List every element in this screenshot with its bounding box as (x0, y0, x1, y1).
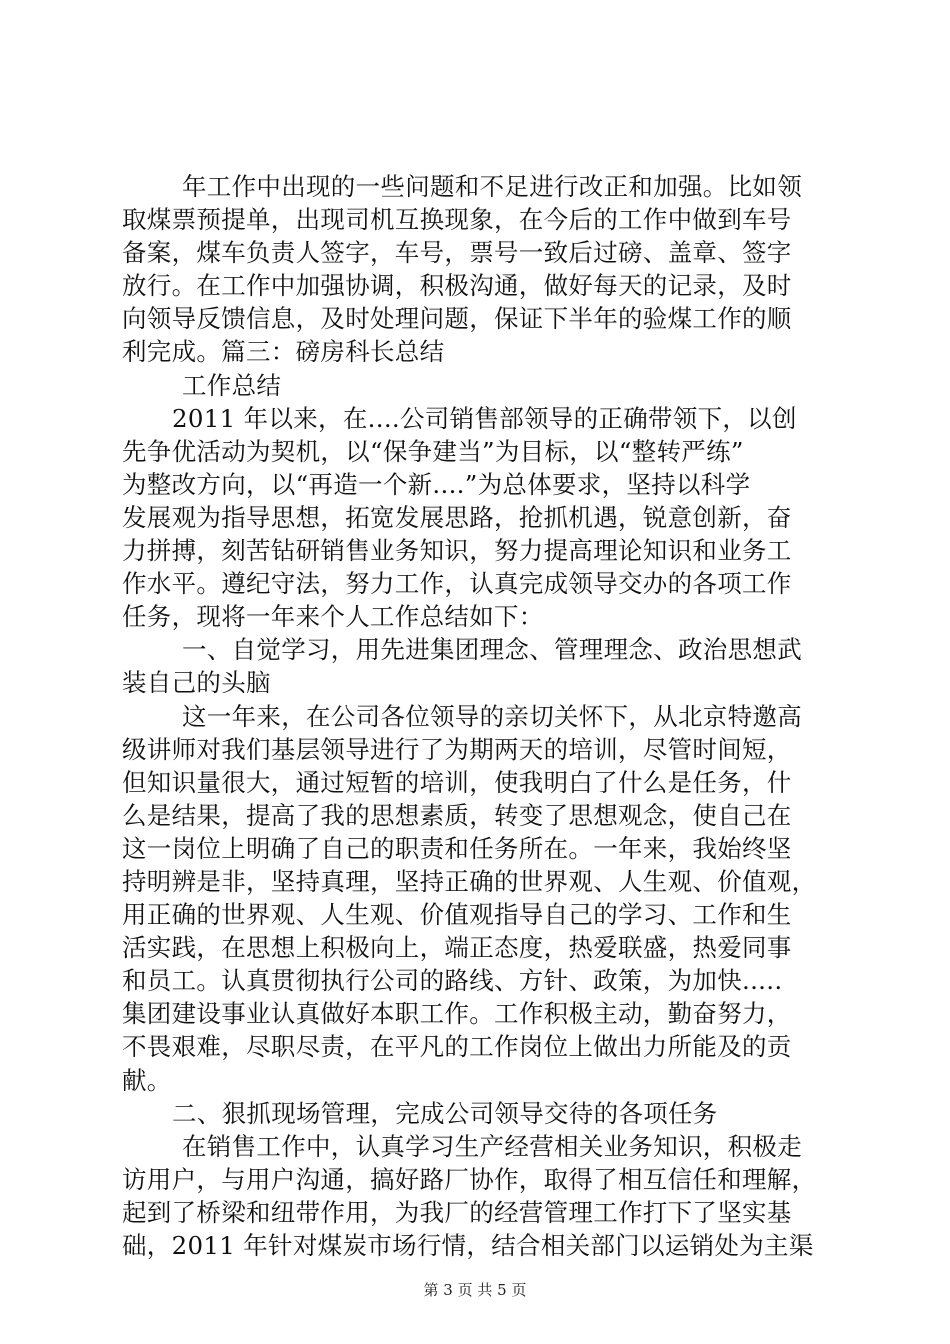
text-line: 年工作中出现的一些问题和不足进行改正和加强。比如领 (182, 172, 802, 201)
text-line: 备案，煤车负责人签字，车号，票号一致后过磅、盖章、签字 (122, 238, 792, 268)
text-line: 础，2011 年针对煤炭市场行情，结合相关部门以运销处为主渠 (122, 1231, 814, 1260)
text-line: 访用户，与用户沟通，搞好路厂协作，取得了相互信任和理解， (122, 1164, 817, 1194)
text-line: 献。 (122, 1065, 172, 1095)
text-line: 集团建设事业认真做好本职工作。工作积极主动，勤奋努力， (122, 999, 792, 1029)
text-line: 这一岗位上明确了自己的职责和任务所在。一年来，我始终坚 (122, 833, 792, 863)
text-line: 用正确的世界观、人生观、价值观指导自己的学习、工作和生 (122, 900, 792, 930)
text-line: 活实践，在思想上积极向上，端正态度，热爱联盛，热爱同事 (122, 933, 792, 963)
text-line: 发展观为指导思想，拓宽发展思路，抢抓机遇，锐意创新，奋 (122, 502, 792, 532)
text-line: 任务，现将一年来个人工作总结如下： (122, 602, 544, 632)
text-line: 为整改方向，以“再造一个新....”为总体要求，坚持以科学 (122, 469, 751, 499)
text-line: 2011 年以来，在....公司销售部领导的正确带领下，以创 (172, 403, 797, 433)
text-line: 级讲师对我们基层领导进行了为期两天的培训，尽管时间短， (122, 734, 792, 764)
text-line: 不畏艰难，尽职尽责，在平凡的工作岗位上做出力所能及的贡 (122, 1032, 792, 1062)
text-line: 向领导反馈信息，及时处理问题，保证下半年的验煤工作的顺 (122, 304, 792, 334)
text-line: 力拼搏，刻苦钻研销售业务知识，努力提高理论知识和业务工 (122, 536, 792, 566)
text-line: 持明辨是非，坚持真理，坚持正确的世界观、人生观、价值观， (122, 866, 817, 896)
text-line: 和员工。认真贯彻执行公司的路线、方针、政策，为加快..... (122, 966, 783, 996)
text-line: 但知识量很大，通过短暂的培训，使我明白了什么是任务，什 (122, 767, 792, 797)
text-line: 作水平。遵纪守法，努力工作，认真完成领导交办的各项工作 (122, 569, 792, 599)
text-line: 先争优活动为契机，以“保争建当”为目标，以“整转严练” (122, 436, 744, 466)
text-line: 在销售工作中，认真学习生产经营相关业务知识，积极走 (182, 1131, 802, 1161)
text-line: 取煤票预提单，出现司机互换现象，在今后的工作中做到车号 (122, 205, 792, 235)
page-footer: 第 3 页 共 5 页 (423, 1281, 527, 1299)
text-line: 放行。在工作中加强协调，积极沟通，做好每天的记录，及时 (122, 271, 792, 301)
text-line: 起到了桥梁和纽带作用，为我厂的经营管理工作打下了坚实基 (122, 1197, 792, 1227)
text-line: 二、狠抓现场管理，完成公司领导交待的各项任务 (172, 1098, 718, 1128)
text-line: 装自己的头脑 (122, 668, 271, 698)
text-line: 么是结果，提高了我的思想素质，转变了思想观念，使自己在 (122, 800, 792, 830)
text-line: 利完成。篇三：磅房科长总结 (122, 337, 445, 367)
text-line: 一、自觉学习，用先进集团理念、管理理念、政治思想武 (182, 635, 802, 665)
text-line: 工作总结 (182, 370, 282, 400)
text-line: 这一年来，在公司各位领导的亲切关怀下，从北京特邀高 (182, 701, 802, 731)
document-body (122, 170, 832, 1262)
